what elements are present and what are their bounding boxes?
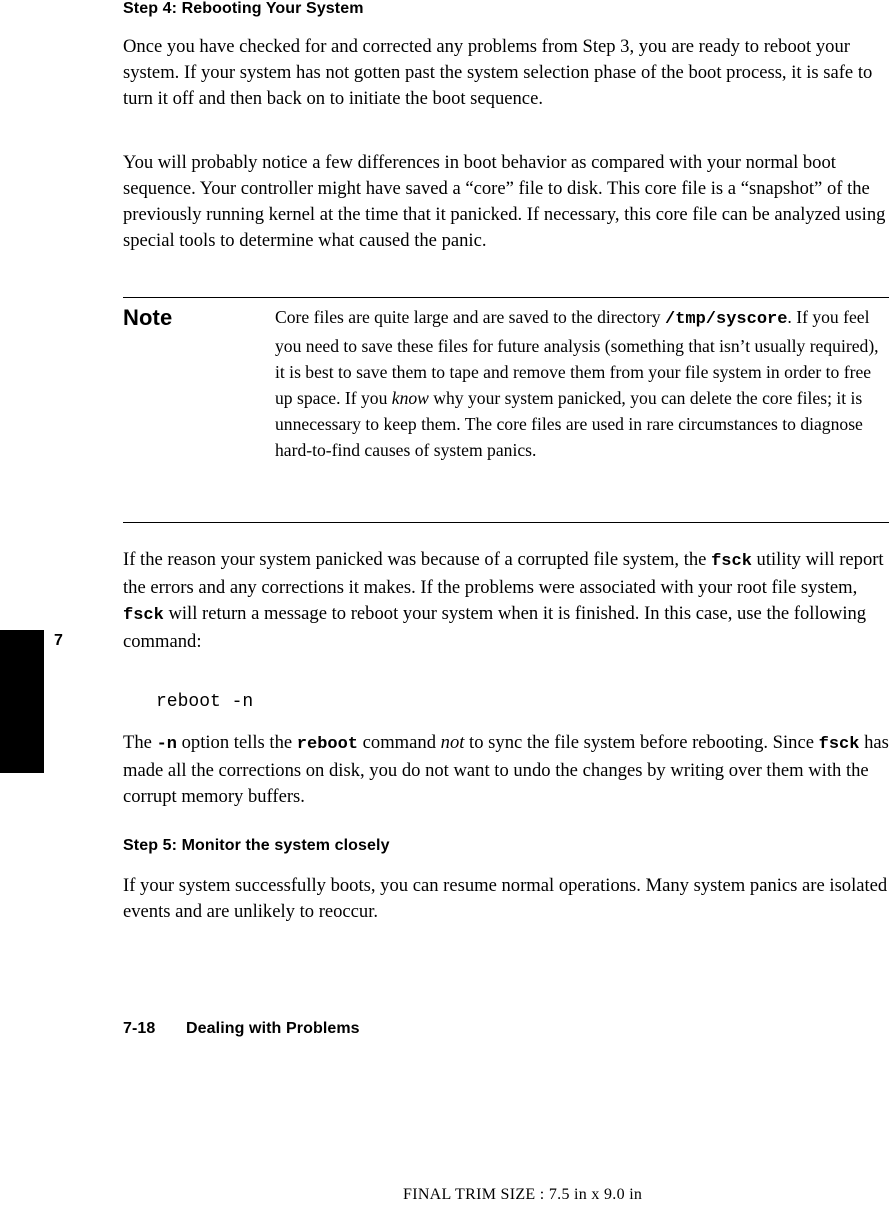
option-command: reboot [296, 735, 359, 754]
reboot-command: reboot -n [156, 692, 254, 712]
fsck-command-2: fsck [123, 606, 164, 625]
note-top-rule [123, 297, 889, 298]
step4-heading: Step 4: Rebooting Your System [123, 0, 364, 17]
note-emphasis: know [391, 388, 429, 408]
option-text-2: option tells the [176, 732, 297, 753]
note-text-1: Core files are quite large and are saved to the directory [275, 307, 665, 327]
fsck-text-1: If the reason your system panicked was because of a corrupted file system, the [123, 549, 712, 570]
chapter-number: 7 [54, 632, 63, 649]
note-text-2: . If you feel you need to save these files for future analysis (something that isn’t usually required), it is best to save them to tape and remove them from your file system in order to free up space. If you [275, 307, 879, 408]
option-text-3: command [358, 732, 441, 753]
chapter-tab [0, 630, 44, 773]
trim-size-note: FINAL TRIM SIZE : 7.5 in x 9.0 in [403, 1186, 643, 1203]
footer-title: Dealing with Problems [186, 1020, 360, 1037]
step4-paragraph-2: You will probably notice a few differences in boot behavior as compared with your normal boot sequence. Your controller might have saved a “core” file to disk. This core file is a “snapshot” of the previously running kernel at the time that it panicked. If necessary, this core file can be analyzed using special tools to determine what caused the panic. [123, 152, 886, 251]
fsck-paragraph [123, 547, 889, 655]
option-text-4: to sync the file system before rebooting. Since [464, 732, 819, 753]
fsck-text-3: will return a message to reboot your system when it is finished. In this case, use the following command: [123, 603, 867, 652]
step4-paragraph-1: Once you have checked for and corrected any problems from Step 3, you are ready to reboot your system. If your system has not gotten past the system selection phase of the boot process, it is safe to turn it off and then back on to initiate the boot sequence. [123, 36, 873, 109]
fsck-text-2: utility will report the errors and any corrections it makes. If the problems were associated with your root file system, [123, 549, 884, 598]
note-label: Note [123, 305, 173, 330]
option-emphasis: not [440, 732, 465, 753]
note-path: /tmp/syscore [665, 310, 788, 329]
option-text-1: The [123, 732, 157, 753]
option-command-2: fsck [818, 735, 860, 754]
fsck-command-1: fsck [711, 552, 752, 571]
option-paragraph [123, 730, 889, 810]
note-body [275, 304, 889, 463]
note-text-3: why your system panicked, you can delete the core files; it is unnecessary to keep them. The core files are used in rare circumstances to diagnose hard-to-find causes of system panics. [275, 388, 863, 460]
option-flag: -n [156, 735, 177, 754]
option-text-5: has made all the corrections on disk, you do not want to undo the changes by writing over them with the corrupt memory buffers. [123, 732, 889, 807]
step5-heading: Step 5: Monitor the system closely [123, 837, 390, 854]
footer-page-number: 7-18 [123, 1020, 156, 1037]
note-bottom-rule [123, 522, 889, 523]
step5-paragraph: If your system successfully boots, you can resume normal operations. Many system panics are isolated events and are unlikely to reoccur. [123, 875, 888, 922]
